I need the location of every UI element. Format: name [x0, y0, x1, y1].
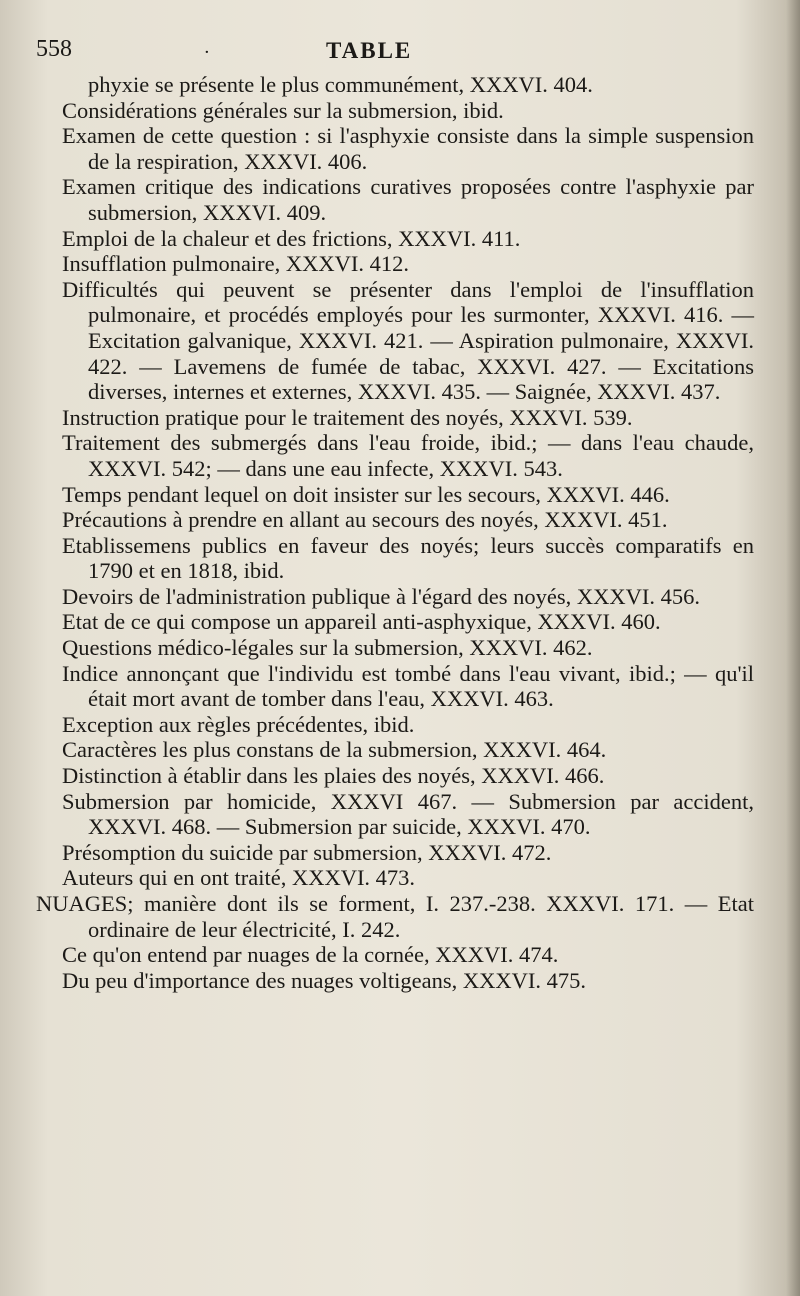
index-entry: Considérations générales sur la submersion, ibid. [62, 97, 504, 123]
index-entry: Etat de ce qui compose un appareil anti-asphyxique, XXXVI. 460. [62, 609, 661, 635]
index-entry: Auteurs qui en ont traité, XXXVI. 473. [62, 865, 416, 891]
index-entry: Emploi de la chaleur et des frictions, XXXVI. 411. [62, 225, 521, 251]
index-entry: Ce qu'on entend par nuages de la cornée, XXXVI. 474. [62, 942, 559, 968]
index-entry: Indice annonçant que l'individu est tombé dans l'eau vivant, ibid.; — qu'il était mort avant de tomber dans l'eau, XXXVI. 463. [62, 660, 754, 712]
index-entry: Temps pendant lequel on doit insister sur les secours, XXXVI. 446. [62, 481, 670, 507]
index-entry: Du peu d'importance des nuages voltigeans, XXXVI. 475. [62, 967, 586, 993]
page-gutter-shadow [786, 0, 800, 1296]
index-entry: Questions médico-légales sur la submersion, XXXVI. 462. [62, 635, 593, 661]
index-entry: Examen de cette question : si l'asphyxie consiste dans la simple suspension de la respiration, XXXVI. 406. [62, 123, 754, 174]
index-entry: Etablissemens publics en faveur des noyés; leurs succès comparatifs en 1790 et en 1818, ibid. [62, 532, 754, 584]
page-number: 558 [36, 36, 72, 62]
index-entry: Présomption du suicide par submersion, XXXVI. 472. [62, 839, 552, 865]
index-entry: Instruction pratique pour le traitement des noyés, XXXVI. 539. [62, 404, 633, 430]
index-entry: Examen critique des indications curatives proposées contre l'asphyxie par submersion, XXXVI. 409. [62, 174, 754, 225]
index-entry: Devoirs de l'administration publique à l'égard des noyés, XXXVI. 456. [62, 583, 700, 609]
index-entries [36, 72, 754, 993]
index-entry: Insufflation pulmonaire, XXXVI. 412. [62, 251, 410, 277]
index-entry: Précautions à prendre en allant au secours des noyés, XXXVI. 451. [62, 507, 668, 533]
header-ornament-dot: · [204, 42, 210, 63]
index-entry: Distinction à établir dans les plaies des noyés, XXXVI. 466. [62, 763, 605, 789]
index-entry: Caractères les plus constans de la submersion, XXXVI. 464. [62, 737, 607, 763]
index-entry: Exception aux règles précédentes, ibid. [62, 711, 415, 737]
running-title: TABLE [326, 38, 413, 63]
index-entry: Difficultés qui peuvent se présenter dans l'emploi de l'insufflation pulmonaire, et procédés employés pour les surmonter, XXXVI. 416. — Excitation galvanique, XXXVI. 421. — Aspiration pulmonaire, XXXVI. 422. — Lavemens de fumée de tabac, XXXVI. 427. — Excitations diverses, internes et externes, XXXVI. 435. — Saignée, XXXVI. 437. [62, 276, 754, 405]
index-entry: Submersion par homicide, XXXVI 467. — Submersion par accident, XXXVI. 468. — Submersion par suicide, XXXVI. 470. [62, 788, 754, 840]
index-entry: Traitement des submergés dans l'eau froide, ibid.; — dans l'eau chaude, XXXVI. 542; — dans une eau infecte, XXXVI. 543. [62, 430, 754, 481]
index-headword-entry: NUAGES; manière dont ils se forment, I. 237.-238. XXXVI. 171. — Etat ordinaire de leur électricité, I. 242. [36, 891, 754, 942]
page-header [36, 36, 766, 70]
index-entry: phyxie se présente le plus communément, XXXVI. 404. [88, 72, 593, 97]
